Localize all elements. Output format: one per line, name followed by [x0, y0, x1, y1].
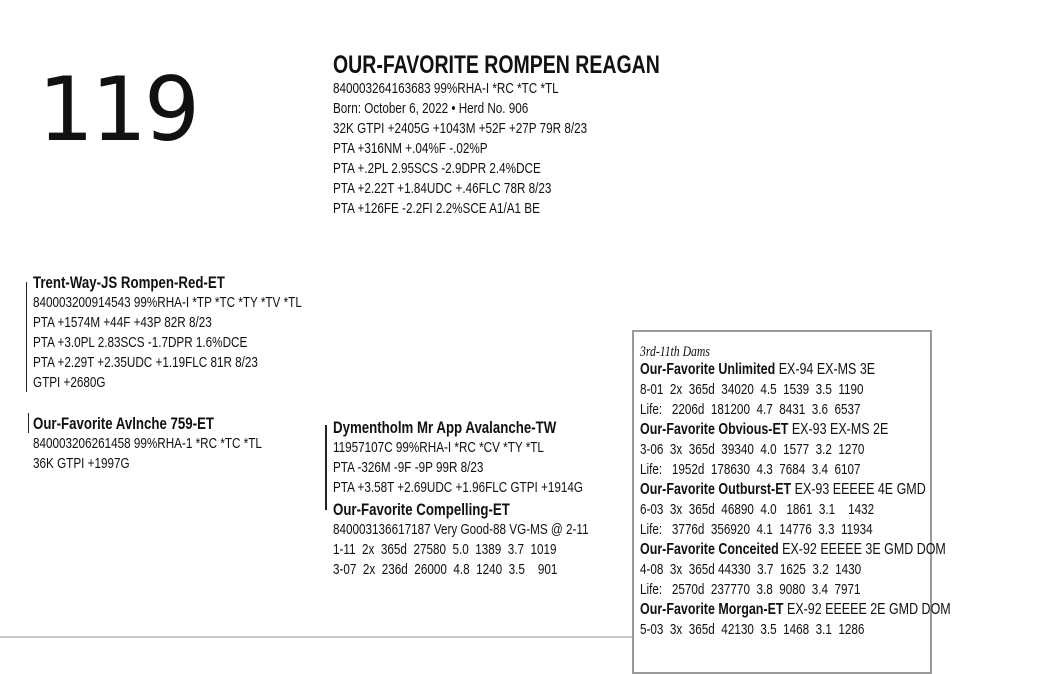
dam-name: Our-Favorite Compelling-ET	[333, 500, 510, 519]
bottom-divider	[0, 636, 632, 638]
dam-record: 5-03 3x 365d 42130 3.5 1468 3.1 1286	[640, 621, 865, 638]
sire-dam-line: 36K GTPI +1997G	[33, 455, 130, 472]
subject-line: Born: October 6, 2022 • Herd No. 906	[333, 100, 529, 117]
subject-line: PTA +316NM +.04%F -.02%P	[333, 140, 488, 157]
dam-entry-name	[640, 600, 951, 620]
dam-score: EX-93 EX-MS 2E	[788, 421, 889, 438]
subject-line: PTA +.2PL 2.95SCS -2.9DPR 2.4%DCE	[333, 160, 541, 177]
dam-score: EX-92 EEEEE 3E GMD DOM	[778, 541, 946, 558]
dam-record: 6-03 3x 365d 46890 4.0 1861 3.1 1432	[640, 501, 875, 518]
sire-line: PTA +2.29T +2.35UDC +1.19FLC 81R 8/23	[33, 354, 258, 371]
dam-name-bold: Our-Favorite Unlimited	[640, 361, 776, 378]
sire-block	[33, 272, 378, 393]
dam-entry-name	[640, 360, 951, 380]
dam-line: 1-11 2x 365d 27580 5.0 1389 3.7 1019	[333, 541, 557, 558]
subject-block	[333, 52, 752, 219]
subject-line: PTA +2.22T +1.84UDC +.46FLC 78R 8/23	[333, 180, 552, 197]
pedigree-connector-sire	[26, 282, 27, 392]
sire-line: PTA +1574M +44F +43P 82R 8/23	[33, 314, 212, 331]
sire-line: 840003200914543 99%RHA-I *TP *TC *TY *TV *TL	[33, 294, 302, 311]
dam-lifetime: Life: 2570d 237770 3.8 9080 3.4 7971	[640, 581, 861, 598]
sire-dam-name: Our-Favorite Avlnche 759-ET	[33, 414, 215, 433]
dam-sire-line: PTA -326M -9F -9P 99R 8/23	[333, 459, 484, 476]
lot-number: 119	[38, 58, 197, 161]
dam-line: 840003136617187 Very Good-88 VG-MS @ 2-11	[333, 521, 589, 538]
dam-record: 4-08 3x 365d 44330 3.7 1625 3.2 1430	[640, 561, 862, 578]
dam-sire-block	[333, 417, 653, 498]
pedigree-connector-sire-dam	[28, 413, 29, 433]
sire-dam-block	[33, 413, 327, 474]
subject-line: 840003264163683 99%RHA-I *RC *TC *TL	[333, 80, 559, 97]
dam-name-bold: Our-Favorite Morgan-ET	[640, 601, 784, 618]
dam-sire-line: 11957107C 99%RHA-I *RC *CV *TY *TL	[333, 439, 544, 456]
dam-lifetime: Life: 3776d 356920 4.1 14776 3.3 11934	[640, 521, 873, 538]
sire-name: Trent-Way-JS Rompen-Red-ET	[33, 273, 225, 292]
dam-sire-name: Dymentholm Mr App Avalanche-TW	[333, 418, 557, 437]
dam-lifetime: Life: 1952d 178630 4.3 7684 3.4 6107	[640, 461, 861, 478]
sire-line: PTA +3.0PL 2.83SCS -1.7DPR 1.6%DCE	[33, 334, 248, 351]
dam-entry-name	[640, 480, 951, 500]
dams-box	[632, 330, 951, 674]
dam-name-bold: Our-Favorite Outburst-ET	[640, 481, 792, 498]
dam-entry-name	[640, 540, 951, 560]
dams-box-title: 3rd-11th Dams	[640, 344, 710, 360]
dam-record: 3-06 3x 365d 39340 4.0 1577 3.2 1270	[640, 441, 865, 458]
dam-score: EX-94 EX-MS 3E	[775, 361, 876, 378]
subject-name: OUR-FAVORITE ROMPEN REAGAN	[333, 51, 660, 79]
dam-score: EX-92 EEEEE 2E GMD DOM	[783, 601, 951, 618]
dam-lifetime: Life: 2206d 181200 4.7 8431 3.6 6537	[640, 401, 861, 418]
dam-score: EX-93 EEEEE 4E GMD	[791, 481, 926, 498]
subject-line: 32K GTPI +2405G +1043M +52F +27P 79R 8/23	[333, 120, 588, 137]
dam-line: 3-07 2x 236d 26000 4.8 1240 3.5 901	[333, 561, 558, 578]
dam-entry-name	[640, 420, 951, 440]
sire-dam-line: 840003206261458 99%RHA-1 *RC *TC *TL	[33, 435, 262, 452]
dam-sire-line: PTA +3.58T +2.69UDC +1.96FLC GTPI +1914G	[333, 479, 583, 496]
dam-name-bold: Our-Favorite Obvious-ET	[640, 421, 789, 438]
dam-name-bold: Our-Favorite Conceited	[640, 541, 779, 558]
dam-block	[333, 499, 661, 580]
subject-line: PTA +126FE -2.2FI 2.2%SCE A1/A1 BE	[333, 200, 540, 217]
dam-record: 8-01 2x 365d 34020 4.5 1539 3.5 1190	[640, 381, 864, 398]
sire-line: GTPI +2680G	[33, 374, 106, 391]
